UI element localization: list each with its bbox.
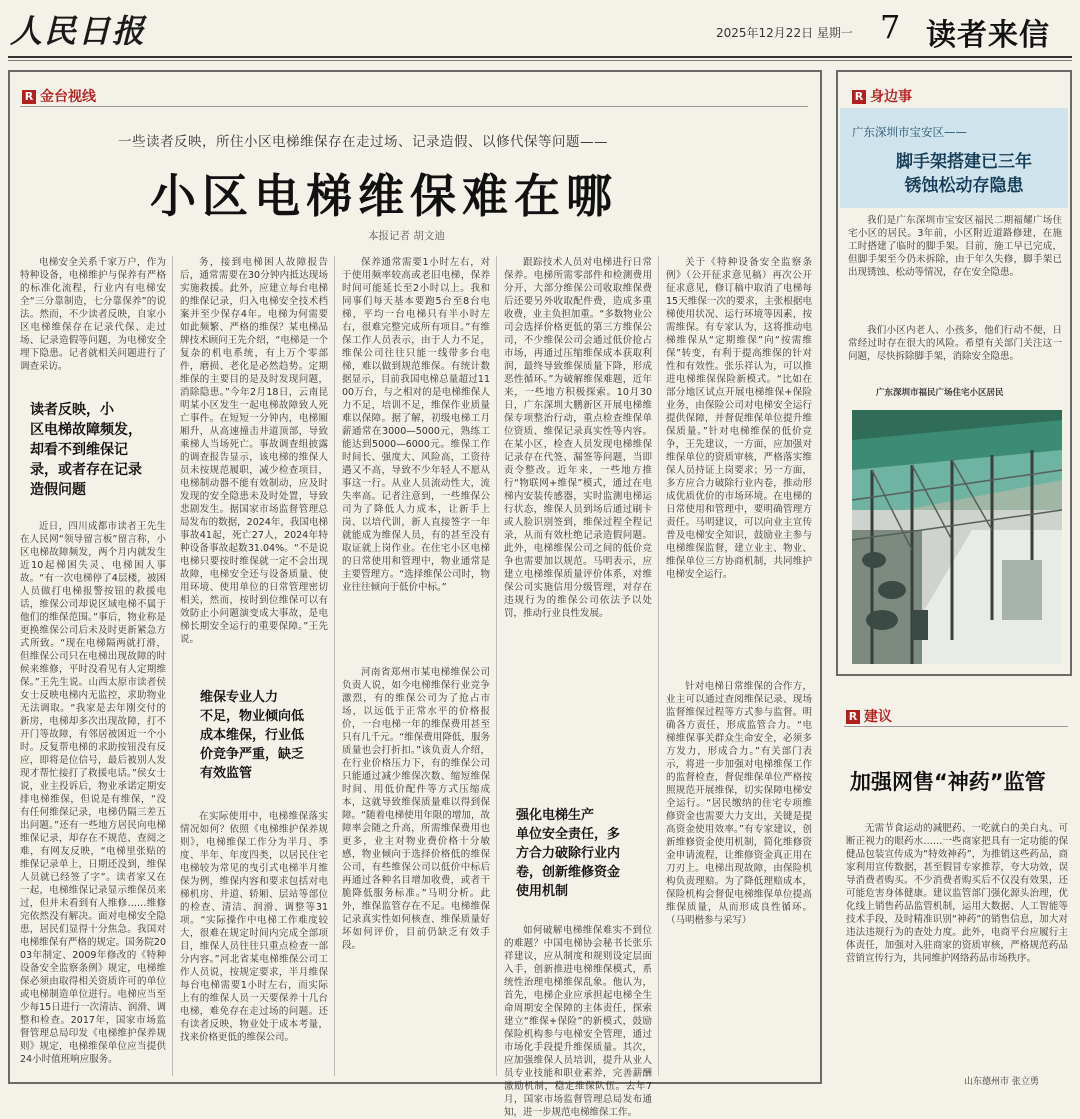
column-tag-r-icon: R [22, 90, 36, 104]
sidebar-paragraph: 我们小区内老人、小孩多，他们行动不便，日常经过时存在很大的风险。希望有关部门关注这一问题，尽快拆除脚手架，消除安全隐患。 [848, 325, 1062, 362]
article-paragraph: 针对电梯日常维保的合作方，业主可以通过查阅维保记录、现场监督维保过程等方式参与监督。明确各方责任，形成监管合力。“电梯维保事关群众生命安全，必须多方发力，形成合力。”有关部门表示，将进一步加强对电梯维保工作的监督检查，督促维保单位严格按照规范开展维保，切实保障电梯安全运行。“居民缴纳的住宅专项维修资金也需要大力支出，关键是提高资金使用效率。”有专家建议，创新维修资金使用机制，简化维修资金申请流程，让维修资金真正用在刀刃上。电梯出现故障，由保险机构负责理赔。为了降低理赔成本，保险机构会督促电梯维保单位提高维保质量，从而形成良性循环。（马明楷参与采写） [666, 681, 812, 926]
sidebar-signature: 广东深圳市福民广场住宅小区居民 [876, 388, 1004, 398]
suggestion-column-tag-label: 建议 [864, 709, 892, 725]
issue-date: 2025年12月22日 星期一 [716, 26, 853, 40]
pull-quote-line: 区电梯故障频发， [30, 422, 142, 438]
pull-quote-line: 价竞争严重，缺乏 [200, 747, 305, 762]
pull-quote-line: 造假问题 [30, 482, 86, 498]
article-byline: 本报记者 胡文迪 [368, 230, 445, 242]
sidebar-paragraph: 我们是广东深圳市宝安区福民二期福耀广场住宅小区的居民。3年前，小区附近道路修建，在施工时搭建了临时的脚手架。目前，施工早已完成，但脚手架至今仍未拆除，由于年久失修，脚手架已出现锈蚀、松动等情况，存在安全隐患。 [848, 215, 1062, 278]
article-column-3a [342, 256, 490, 666]
pull-quote-3 [516, 806, 652, 901]
column-divider [658, 256, 659, 1076]
sidebar-column-tag [852, 86, 912, 106]
suggestion-column-tag [846, 706, 892, 726]
article-column-5a [666, 256, 812, 676]
article-paragraph: 河南省郑州市某电梯维保公司负责人说，如今电梯维保行业竞争激烈，有的维保公司为了抢占市场，以远低于正常水平的价格报价，一台电梯一年的维保费用甚至只有几千元。“维保费用降低，服务质量也会打折扣。”该负责人介绍，在行业价格压力下，有的维保公司只能通过减少维保次数、缩短维保时间、用低价配件等方式压缩成本，这就导致维保质量难以得到保障。“随着电梯使用年限的增加，故障率会随之升高，所需维保费用也更多，业主对物业费价格十分敏感，物业倾向于选择价格低的维保公司，有些维保公司以低价中标后再通过各种名目增加收费，或者干脆降低服务标准。”马明分析。此外，维保监管存在不足。电梯维保记录真实性如何核查、维保质量好坏如何评价，目前仍缺乏有效手段。 [342, 667, 490, 951]
tag-divider [20, 106, 808, 107]
column-tag-r-icon: R [852, 90, 866, 104]
sidebar-title-line: 脚手架搭建已三年 [896, 152, 1032, 172]
section-title: 读者来信 [926, 18, 1050, 53]
article-column-3b [342, 666, 490, 1072]
article-column-2a [180, 256, 328, 666]
article-column-4b [504, 924, 652, 1118]
masthead-rule [8, 56, 1072, 58]
pull-quote-2 [200, 688, 328, 783]
main-column-tag-label: 金台视线 [40, 89, 96, 105]
pull-quote-line: 维保专业人力 [200, 690, 279, 705]
article-paragraph: 在实际使用中，电梯维保落实情况如何？依照《电梯维护保养规则》，电梯维保工作分为半月、季度、半年、年度四类，以居民住宅电梯较为常见的曳引式电梯半月维保为例，维保内容和要求包括对电梯机房、井道、轿厢、层站等部位的检查、清洁、润滑、调整等31项。“实际操作中电梯工作难度较大，很难在规定时间内完成全部项目，维保人员往往只重点检查一部分内容。”河北省某电梯维保公司工作人员说，按规定要求，半月维保每台电梯需要1小时左右，而实际上有的维保人员一天要保养十几台电梯，难免存在走过场的问题。还有读者反映，物业处于成本考量，找来价格更低的维保公司。 [180, 811, 328, 1043]
column-divider [496, 256, 497, 1076]
pull-quote-line: 录，或者存在记录 [30, 462, 142, 478]
pull-quote-line: 使用机制 [516, 884, 569, 899]
sidebar-body-1 [848, 214, 1062, 320]
article-paragraph: 近日，四川成都市读者王先生在人民网“领导留言板”留言称，小区电梯故障频发，两个月内就发生近10起梯困失灵、电梯困人事故。“有一次电梯停了4层楼，被困人员做打电梯报警按钮的救援电话，维保公司却说区域电梯不属于他们的维保范围。”事后，物业称是更换维保公司后未及时更新紧急方式所致。“现在电梯隔两就打滑，但维保公司只在电梯出现故障的时候来维修，平时没看见有人定期维保。”王先生说。山西太原市读者侯女士反映电梯内无监控，求助物业无法调取。“我家是去年刚交付的新房，电梯却多次出现故障，打不开门等故障，有邻居被困近一个小时。反复帮电梯的求助按钮没有反应，即将是位信号，最后被别人发现才帮忙接打了救援电话。”侯女士说，业主投诉后，物业承诺定期安排电梯维保，但说是有维保，“没有任何维保记录，电梯仍隔三差五出问题。”还有一些地方居民向电梯维保记录，却存在不规范、查阅之难，有网友反映，“电梯里张贴的维保记录单上，日期还没到，维保人员就已经签了字”。读者家又在一起，电梯维保记录显示维保员来过，但并未看到有人维修……维修完依然没有解决。面对电梯安全隐患，居民们显得十分焦急。我国对电梯维保有严格的规定。国务院2003年制定、2009年修改的《特种设备安全监察条例》规定，电梯维保必须由取得相关资质许可的单位或电梯制造单位进行。电梯应当至少每15日进行一次清洁、润滑、调整和检查。2017年，国家市场监督管理总局印发《电梯维护保养规则》规定，电梯维保单位应当提供24小时值班响应服务。 [20, 521, 166, 1065]
sidebar-title [858, 150, 1070, 198]
newspaper-logo: 人民日报 [10, 12, 147, 50]
article-paragraph: 保养通常需要1小时左右，对于使用频率较高或老旧电梯，保养时间可能延长至2小时以上。我和同事们每天基本要跑5台至8台电梯，平均一台电梯只有半小时左右，很难完整完成所有项目。”有维保工作人员表示，由于人力不足，维保公司往往只能一线带多台电梯，难以做到规范维保。有统计数据显示，目前我国电梯总量超过1100万台，与之相对的是电梯维保人力不足，培训不足，维保作业质量难以保障。据了解，初级电梯工月薪通常在3000—5000元，熟练工能达到5000—6000元。维保工作时间长、强度大、风险高，工资待遇又不高，导致不少年轻人不愿从事这一行。从业人员流动性大，流失率高。记者注意到，一些维保公司为了降低人力成本，让新手上岗、以培代训，新人直接签字一年就能成为维保人员，有的甚至没有取证就上岗作业。在住宅小区电梯的日常使用和管理中，物业通常是主要管理方。“选择维保公司时，物业往往倾向于低价中标。” [342, 257, 490, 593]
suggestion-title: 加强网售“神药”监管 [850, 770, 1046, 794]
pull-quote-line: 单位安全责任，多 [516, 827, 621, 842]
sidebar-kicker: 广东深圳市宝安区—— [852, 125, 967, 139]
pull-quote-line: 有效监管 [200, 766, 253, 781]
column-divider [334, 256, 335, 1076]
suggestion-divider [844, 726, 1068, 727]
column-divider [172, 256, 173, 1076]
suggestion-paragraph: 无需节食运动的减肥药、一吃就白的美白丸、可断正视力的眼药水……一些商家把具有一定功能的保健品包装宣传成为“特效神药”，为推销这些药品，商家利用宣传数据，甚至假冒专家推荐，夸大功效，误导消费者购买。不少消费者购买后不仅没有效果，还可能危害身体健康。建议监管部门强化源头治理，优化线上销售药品监管机制，运用大数据、人工智能等技术手段，及时精准识别“神药”的销售信息，加大对违法违规行为的查处力度。此外，电商平台应履行主体责任，加强对入驻商家的资质审核，严格规范药品营销宣传行为，共同维护网络药品市场秩序。 [846, 823, 1068, 964]
suggestion-signature: 山东德州市 张立勇 [964, 1077, 1039, 1087]
main-column-tag [22, 86, 96, 106]
pull-quote-line: 成本维保，行业低 [200, 728, 305, 743]
masthead-rule-thin [8, 60, 1072, 61]
article-paragraph: 务，接到电梯困人故障报告后，通常需要在30分钟内抵达现场实施救援。此外，应建立每台电梯的维保记录，归入电梯安全技术档案并至少保存4年。电梯为何需要如此频繁、严格的维保？某电梯品牌技术顾问王先介绍，“电梯是一个复杂的机电系统，有上万个零部件，磨损、老化是必然趋势。定期维保的主要目的是及时发现问题，消除隐患。”今年2月18日，云南昆明某小区发生一起电梯故障致人死亡事件。在短短一分钟内，电梯厢厢升，从高速撞击井道顶部，导致乘梯人当场死亡。事故调查组披露的调查报告显示，该电梯的维保人员未按规范履职，减少检查项目，电梯制动器不能有效制动，应及时发现的安全隐患未及时处置，导致悲剧发生。据国家市场监督管理总局发布的数据，2024年，我国电梯事故41起，死亡27人，2024年特种设备事故起数31.04%。“不是说电梯只要按时维保就一定不会出现故障，电梯安全还与设备质量、使用环境、使用单位的日常管理密切相关，然而，按时到位维保可以有效防止小问题演变成大事故，是电梯长期安全运行的重要保障。”王先说。 [180, 257, 328, 645]
article-column-4a [504, 256, 652, 786]
scaffolding-photo-illustration [852, 410, 1062, 664]
article-paragraph: 电梯安全关系千家万户，作为特种设备，电梯维护与保养有严格的标准化流程，行业内有电梯安全“三分靠制造，七分靠保养”的说法。然而，不少读者反映，自家小区电梯维保存在记录代保、走过场、记录造假等问题，为电梯安全埋下隐患。记者就相关问题进行了调查采访。 [20, 257, 166, 372]
scaffolding-photo [852, 410, 1062, 664]
pull-quote-1 [30, 400, 160, 500]
suggestion-body [846, 822, 1068, 1070]
sidebar-body-2 [848, 324, 1062, 384]
sidebar-column-tag-label: 身边事 [870, 89, 912, 105]
page-number: 7 [880, 8, 901, 46]
masthead [0, 0, 1080, 60]
sidebar-title-line: 锈蚀松动存隐患 [904, 176, 1024, 196]
pull-quote-line: 强化电梯生产 [516, 808, 595, 823]
article-headline: 小区电梯维保难在哪 [150, 169, 618, 223]
pull-quote-line: 卷，创新维修资金 [516, 865, 621, 880]
pull-quote-line: 却看不到维保记 [30, 442, 128, 458]
article-paragraph: 跟踪技术人员对电梯进行日常保养。电梯所需零部件和检测费用分开，大部分维保公司收取维保费后还要另外收取配件费，造成多重收费，业主负担加重。“多数物业公司会选择价格更低的第三方维保公司，不少维保公司会通过低价抢占市场，再通过压缩维保成本获取利润，最终导致维保质量下降，形成恶性循环。”为破解维保难题，近年来，一些地方积极探索。10月30日，广东深圳大鹏新区开展电梯维保专项整治行动，重点检查维保单位资质、维保记录真实性等内容。在某小区，检查人员发现电梯维保记录存在代签、漏签等问题，当即责令整改。近年来，一些地方推行“物联网+维保”模式，通过在电梯内安装传感器，实时监测电梯运行状态，维保人员到场后通过刷卡或人脸识别签到，维保过程全程记录，从而有效杜绝记录造假问题。此外，电梯维保公司之间的低价竞争也需要加以规范。马明表示，应建立电梯维保质量评价体系，对维保公司实施信用分级管理，对存在违规行为的维保公司依法予以处罚，推动行业良性发展。 [504, 257, 652, 619]
pull-quote-line: 读者反映，小 [30, 402, 114, 418]
article-column-5b [666, 680, 812, 1072]
pull-quote-line: 不足，物业倾向低 [200, 709, 305, 724]
article-paragraph: 关于《特种设备安全监察条例》（公开征求意见稿）再次公开征求意见，修订稿中取消了电梯每15天维保一次的要求，主张根据电梯使用状况、运行环境等因素，按需维保。有专家认为，这将推动电梯维保从“定期维保”向“按需维保”转变，有利于提高维保的针对性和有效性。张乐祥认为，可以推进电梯维保保险新模式。“比如在部分地区试点开展电梯维保+保险业务，由保险公司对电梯安全运行提供保障，并督促维保单位提升维保质量。”针对电梯维保的低价竞争，王先建议，一方面，应加强对维保单位的资质审核，严格落实维保人员持证上岗要求；另一方面，多方应合力破除行业内卷，推动形成优质优价的市场环境。在电梯的日常使用和管理中，要明确管理方责任。马明建议，可以向业主宣传普及电梯安全知识，鼓励业主参与电梯维保监督，建立业主、物业、维保单位三方协商机制，共同维护电梯安全运行。 [666, 257, 812, 580]
article-paragraph: 如何破解电梯维保难实不到位的难题？中国电梯协会秘书长张乐祥建议，应从制度和规则设定层面入手，创新推进电梯维保模式，系统性治理电梯维保乱象。他认为，首先，电梯企业应承担起电梯全生命周期安全保障的主体责任，探索建立“维保+保险”的新模式，鼓励保险机构参与电梯安全管理，通过市场化手段提升维保质量。其次，应加强维保人员培训，提升从业人员专业技能和职业素养，完善薪酬激励机制，稳定维保队伍。去年7月，国家市场监督管理总局发布通知，进一步规范电梯维保工作。 [504, 925, 652, 1118]
article-column-1a [20, 256, 166, 376]
column-tag-r-icon: R [846, 710, 860, 724]
article-kicker: 一些读者反映，所住小区电梯维保存在走过场、记录造假、以修代保等问题—— [118, 134, 608, 150]
article-column-1b [20, 520, 166, 1072]
pull-quote-line: 方合力破除行业内 [516, 846, 621, 861]
article-column-2b [180, 810, 328, 1072]
